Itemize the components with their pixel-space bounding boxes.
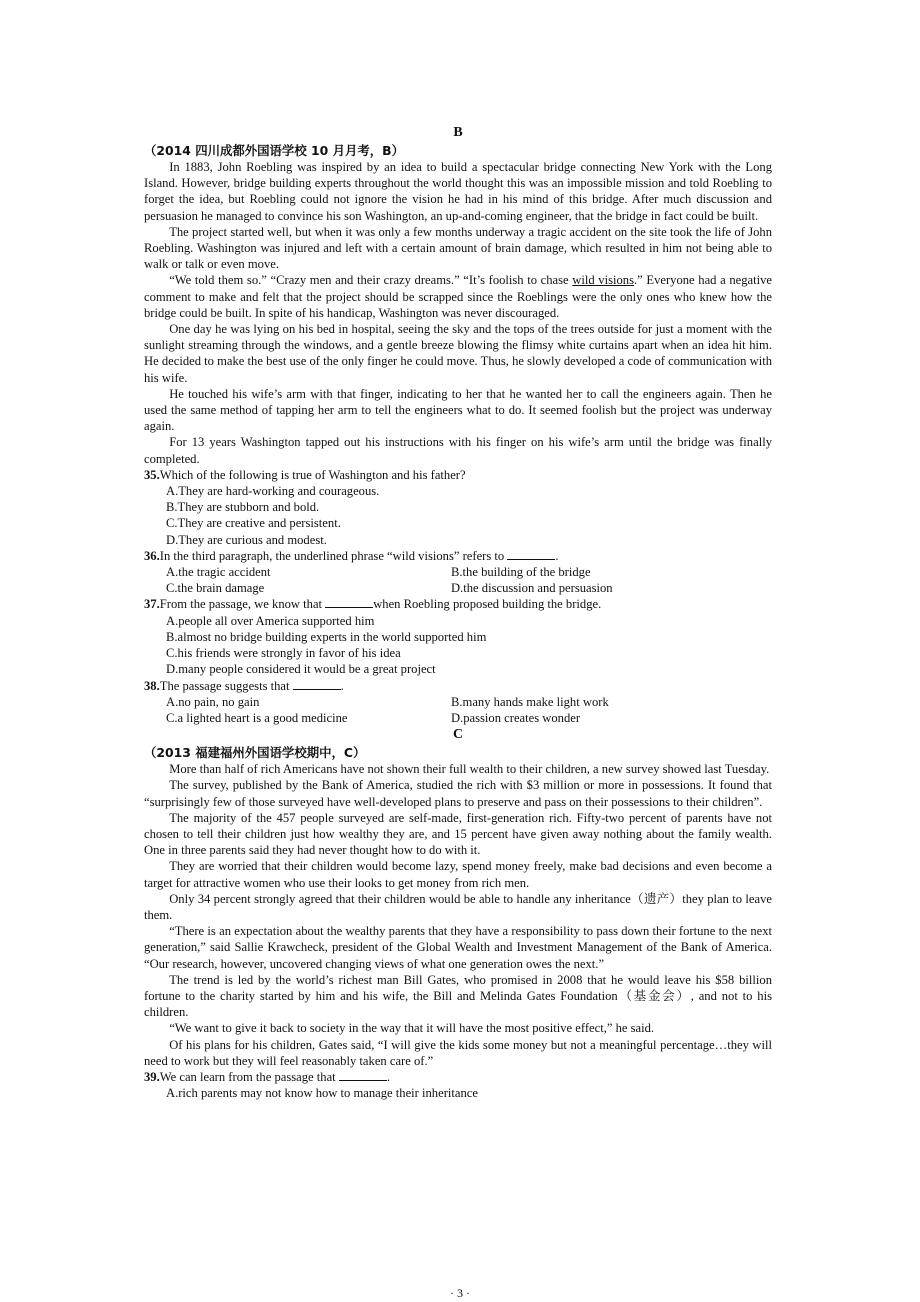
- passage-c-paragraph: “We want to give it back to society in the way that it will have the most positive effect,” he said.: [169, 1021, 655, 1036]
- passage-b-paragraph: The project started well, but when it was only a few months underway a tragic accident on the site took the life of John Roebling. Washington was injured and left with a certain amount of brain damage, which resulted in him not being able to walk or talk or even move.: [144, 224, 772, 272]
- question-39: [144, 1069, 772, 1085]
- option: C.They are creative and persistent.: [166, 516, 341, 531]
- option: A.the tragic accident: [166, 565, 271, 580]
- option: B.many hands make light work: [451, 694, 609, 709]
- question-number: 35.: [144, 467, 160, 482]
- option: B.the building of the bridge: [451, 565, 591, 580]
- question-36: [144, 548, 772, 564]
- option: A.They are hard-working and courageous.: [166, 484, 380, 499]
- p3-end: .” Everyone had a negative comment to make and felt that the project should be scrapped since the Roeblings were the only ones who knew how the bridge could be built. In spite of his handicap, Washington was never discouraged.: [144, 273, 772, 320]
- section-b-letter: B: [453, 125, 463, 140]
- question-text: In the third paragraph, the underlined phrase “wild visions” refers to: [159, 548, 508, 563]
- passage-b-paragraph: One day he was lying on his bed in hospital, seeing the sky and the tops of the trees outside for just a moment with the sunlight streaming through the windows, and a gentle breeze blowing the flimsy white curtains apart when an idea hit him. He decided to make the best use of the only finger he could move. Thus, he slowly developed a code of communication with his wife.: [144, 322, 772, 385]
- section-b-source: （2014 四川成都外国语学校 10 月月考，B）: [144, 143, 404, 158]
- question-text: From the passage, we know that: [159, 597, 326, 612]
- question-37: [144, 596, 772, 612]
- option: A.no pain, no gain: [166, 694, 260, 709]
- question-number: 37.: [144, 597, 160, 612]
- option-row: [144, 580, 772, 596]
- option: B.They are stubborn and bold.: [166, 500, 320, 515]
- p3-start: “We told them so.” “Crazy men and their crazy dreams.” “It’s foolish to chase: [169, 273, 573, 288]
- passage-c-paragraph: The majority of the 457 people surveyed are self-made, first-generation rich. Fifty-two percent of parents have not chosen to tell their children just how wealthy they are, and 15 percent have given away nothing about the family wealth. One in three parents said they had never thought how to do with it.: [144, 810, 772, 858]
- option: D.passion creates wonder: [451, 710, 581, 725]
- passage-b-paragraph: He touched his wife’s arm with that finger, indicating to her that he wanted her to call the engineers again. Then he used the same method of tapping her arm to tell the engineers what to do. It seemed foolish but the project was underway again.: [144, 386, 772, 434]
- passage-c-paragraph: The trend is led by the world’s richest man Bill Gates, who promised in 2008 that he would leave his $58 billion fortune to the charity started by him and his wife, the Bill and Melinda Gates Foundation（基金会）, and not to his children.: [144, 972, 772, 1020]
- passage-b-paragraph-3: [144, 272, 772, 321]
- question-text: Which of the following is true of Washington and his father?: [159, 467, 466, 482]
- question-number: 38.: [144, 678, 160, 693]
- option-row: [144, 564, 772, 580]
- passage-b-paragraph: For 13 years Washington tapped out his instructions with his finger on his wife’s arm until the bridge was finally completed.: [144, 435, 772, 466]
- exam-page: [144, 124, 772, 1101]
- answer-blank: [339, 1069, 387, 1081]
- page-number: · 3 ·: [450, 1286, 470, 1300]
- passage-c-paragraph: Of his plans for his children, Gates said, “I will give the kids some money but not a meaningful percentage…they will need to work but they will feel reasonably taken care of.”: [144, 1037, 772, 1068]
- option: D.many people considered it would be a great project: [166, 662, 436, 677]
- passage-b-paragraph: In 1883, John Roebling was inspired by an idea to build a spectacular bridge connecting New York with the Long Island. However, bridge building experts throughout the world thought this was an impossible mission and told Roebling to forget the idea, but Roebling could not ignore the vision he had in his mind of this bridge. After much discussion and persuasion he managed to convince his son Washington, an up-and-coming engineer, that the bridge in fact could be built.: [144, 160, 772, 223]
- option-row: [144, 710, 772, 726]
- question-text-end: .: [555, 548, 559, 563]
- option: C.a lighted heart is a good medicine: [166, 710, 348, 725]
- option: B.almost no bridge building experts in the world supported him: [166, 629, 487, 644]
- section-c-source: （2013 福建福州外国语学校期中，C）: [144, 745, 366, 761]
- question-text: The passage suggests that: [159, 678, 293, 693]
- answer-blank: [507, 548, 555, 560]
- question-35: [144, 467, 772, 483]
- option-row: [144, 694, 772, 710]
- passage-c-paragraph: “There is an expectation about the wealthy parents that they have a responsibility to pass down their fortune to the next generation,” said Sallie Krawcheck, president of the Global Wealth and Investment Management of the Bank of America. “Our research, however, uncovered changing views of what one generation owes the next.”: [144, 924, 772, 971]
- passage-c-paragraph: More than half of rich Americans have not shown their full wealth to their children, a new survey showed last Tuesday.: [169, 762, 770, 777]
- question-text: We can learn from the passage that: [159, 1069, 339, 1084]
- question-number: 36.: [144, 548, 160, 563]
- section-c-letter: C: [452, 727, 464, 743]
- answer-blank: [293, 678, 341, 690]
- question-text-end: .: [386, 1069, 390, 1084]
- passage-c-paragraph: Only 34 percent strongly agreed that their children would be able to handle any inheritance（遗产）they plan to leave them.: [144, 891, 772, 922]
- question-text-end: .: [340, 678, 344, 693]
- question-number: 39.: [144, 1069, 160, 1084]
- answer-blank: [325, 596, 373, 608]
- question-38: [144, 678, 772, 694]
- passage-c-paragraph: They are worried that their children would become lazy, spend money freely, make bad decisions and even become a target for attractive women who use their looks to get money from rich men.: [144, 859, 772, 890]
- option: A.rich parents may not know how to manage their inheritance: [166, 1086, 478, 1101]
- option: D.They are curious and modest.: [166, 532, 327, 547]
- underlined-phrase: wild visions: [572, 273, 634, 288]
- option: C.the brain damage: [166, 581, 265, 596]
- option: D.the discussion and persuasion: [451, 581, 613, 596]
- question-text-end: when Roebling proposed building the bridge.: [373, 597, 602, 612]
- passage-c-paragraph: The survey, published by the Bank of America, studied the rich with $3 million or more in possessions. It found that “surprisingly few of those surveyed have well-developed plans to preserve and pass on their possessions to their children”.: [144, 778, 772, 809]
- option: A.people all over America supported him: [166, 613, 375, 628]
- option: C.his friends were strongly in favor of his idea: [166, 646, 401, 661]
